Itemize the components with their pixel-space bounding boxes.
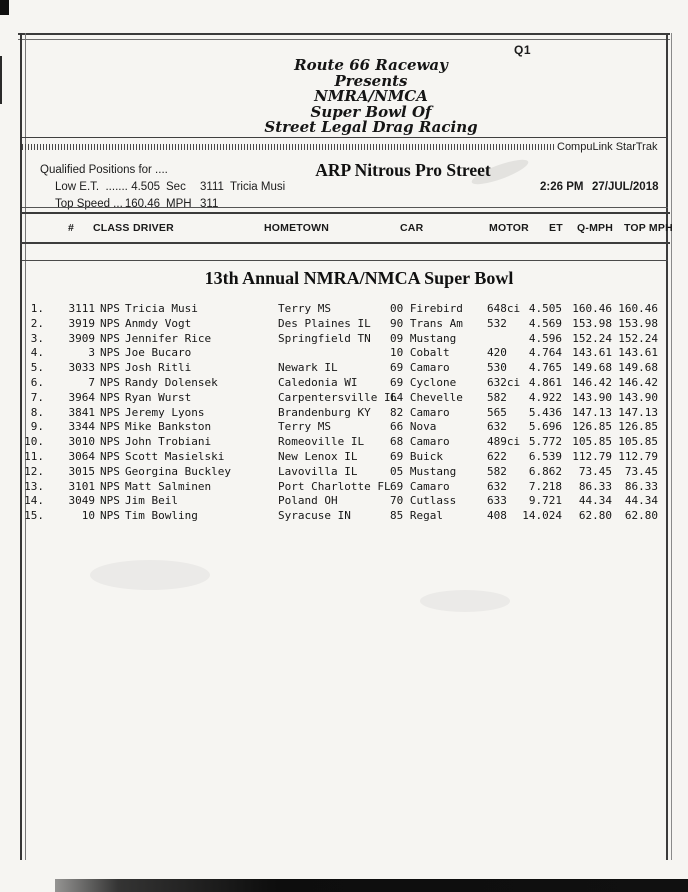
- table-row: [0, 332, 688, 347]
- cell-car: 00 Firebird: [390, 302, 463, 315]
- cell-number: 3: [88, 346, 95, 360]
- cell-driver: Joe Bucaro: [125, 346, 192, 360]
- cell-hometown: Newark IL: [278, 361, 338, 375]
- cell-topmph: 147.13: [618, 405, 658, 419]
- cell-et: 9.721: [528, 494, 562, 508]
- cell-car: 09 Mustang: [390, 331, 457, 345]
- session-label: Q1: [514, 43, 532, 57]
- cell-qmph: 112.79: [572, 449, 612, 463]
- table-row: [0, 406, 688, 421]
- cell-driver: John Trobiani: [125, 435, 212, 449]
- cell-number: 3964: [68, 390, 95, 404]
- cell-et: 6.862: [528, 464, 562, 478]
- cell-rank: 8.: [30, 405, 44, 419]
- cell-class: NPS: [100, 435, 120, 449]
- cell-et: 7.218: [528, 479, 562, 493]
- cell-qmph: 153.98: [572, 316, 612, 330]
- cell-class: NPS: [100, 331, 120, 345]
- low-et-label: Low E.T. .......: [55, 181, 128, 193]
- cell-class: NPS: [100, 316, 120, 330]
- cell-driver: Jennifer Rice: [125, 331, 212, 345]
- cell-rank: 5.: [30, 361, 44, 375]
- cell-class: NPS: [100, 509, 120, 523]
- print-time: 2:26 PM: [540, 181, 584, 193]
- masthead: [22, 58, 688, 136]
- cell-motor: 582: [487, 464, 507, 478]
- column-header-topmph: TOP MPH: [624, 222, 673, 234]
- cell-qmph: 44.34: [578, 494, 612, 508]
- cell-car: 10 Cobalt: [390, 346, 450, 360]
- top-speed-label: Top Speed ...: [55, 198, 123, 210]
- cell-rank: 15.: [24, 509, 44, 523]
- cell-qmph: 160.46: [572, 302, 612, 315]
- hatched-divider-line: [22, 144, 554, 150]
- top-speed-car-number: 311: [200, 198, 219, 210]
- cell-motor: 565: [487, 405, 507, 419]
- cell-class: NPS: [100, 464, 120, 478]
- cell-motor: 532: [487, 316, 507, 330]
- cell-topmph: 143.61: [618, 346, 658, 360]
- event-title: 13th Annual NMRA/NMCA Super Bowl: [204, 268, 514, 288]
- print-date: 27/JUL/2018: [592, 181, 659, 193]
- cell-class: NPS: [100, 302, 120, 315]
- cell-number: 3909: [68, 331, 95, 345]
- cell-number: 3101: [68, 479, 95, 493]
- cell-topmph: 149.68: [618, 361, 658, 375]
- scan-edge-artifact: [0, 56, 2, 104]
- cell-topmph: 143.90: [618, 390, 658, 404]
- divider-line: [20, 212, 670, 214]
- cell-driver: Randy Dolensek: [125, 375, 218, 389]
- cell-motor: 408: [487, 509, 507, 523]
- table-row: [0, 435, 688, 450]
- cell-topmph: 73.45: [624, 464, 658, 478]
- cell-rank: 10.: [24, 435, 44, 449]
- cell-et: 4.505: [528, 302, 562, 315]
- column-header-car: CAR: [400, 222, 424, 234]
- cell-class: NPS: [100, 390, 120, 404]
- column-header-driver: DRIVER: [133, 222, 174, 234]
- cell-motor: 530: [487, 361, 507, 375]
- cell-rank: 3.: [30, 331, 44, 345]
- cell-hometown: Des Plaines IL: [278, 316, 371, 330]
- cell-hometown: New Lenox IL: [278, 449, 358, 463]
- cell-rank: 6.: [30, 375, 44, 389]
- cell-car: 66 Nova: [390, 420, 437, 434]
- cell-motor: 622: [487, 449, 507, 463]
- cell-driver: Tim Bowling: [125, 509, 198, 523]
- cell-rank: 11.: [24, 449, 44, 463]
- table-row: [0, 302, 688, 317]
- cell-car: 85 Regal: [390, 509, 443, 523]
- cell-topmph: 160.46: [618, 302, 658, 315]
- cell-hometown: Port Charlotte FL: [278, 479, 391, 493]
- qualified-positions-label: Qualified Positions for ....: [40, 164, 168, 176]
- cell-class: NPS: [100, 479, 120, 493]
- cell-motor: 632ci: [487, 375, 521, 389]
- cell-car: 64 Chevelle: [390, 390, 463, 404]
- column-header-hometown: HOMETOWN: [264, 222, 329, 234]
- table-row: [0, 465, 688, 480]
- cell-motor: 633: [487, 494, 507, 508]
- table-row: [0, 480, 688, 495]
- cell-et: 4.765: [528, 361, 562, 375]
- cell-et: 4.861: [528, 375, 562, 389]
- cell-topmph: 112.79: [618, 449, 658, 463]
- cell-class: NPS: [100, 420, 120, 434]
- cell-driver: Scott Masielski: [125, 449, 225, 463]
- cell-et: 4.922: [528, 390, 562, 404]
- cell-et: 5.696: [528, 420, 562, 434]
- low-et-driver: Tricia Musi: [230, 181, 286, 193]
- cell-et: 4.569: [528, 316, 562, 330]
- timing-system-brand: CompuLink StarTrak: [557, 141, 658, 153]
- cell-et: 5.436: [528, 405, 562, 419]
- cell-hometown: Springfield TN: [278, 331, 371, 345]
- cell-class: NPS: [100, 361, 120, 375]
- cell-hometown: Terry MS: [278, 302, 331, 315]
- table-row: [0, 391, 688, 406]
- scan-bottom-band-artifact: [55, 879, 688, 892]
- cell-motor: 582: [487, 390, 507, 404]
- cell-qmph: 73.45: [578, 464, 612, 478]
- cell-rank: 2.: [30, 316, 44, 330]
- cell-car: 82 Camaro: [390, 405, 450, 419]
- low-et-value: 4.505: [131, 181, 160, 193]
- cell-topmph: 44.34: [624, 494, 658, 508]
- cell-driver: Anmdy Vogt: [125, 316, 192, 330]
- cell-qmph: 143.90: [572, 390, 612, 404]
- divider-line: [22, 137, 668, 138]
- cell-motor: 489ci: [487, 435, 521, 449]
- cell-rank: 12.: [24, 464, 44, 478]
- cell-topmph: 86.33: [624, 479, 658, 493]
- cell-number: 3010: [68, 435, 95, 449]
- top-speed-value: 160.46: [124, 198, 160, 210]
- cell-hometown: Brandenburg KY: [278, 405, 371, 419]
- cell-class: NPS: [100, 346, 120, 360]
- cell-number: 3033: [68, 361, 95, 375]
- cell-car: 70 Cutlass: [390, 494, 457, 508]
- divider-line: [22, 260, 668, 261]
- cell-qmph: 149.68: [572, 361, 612, 375]
- cell-topmph: 153.98: [618, 316, 658, 330]
- cell-motor: 420: [487, 346, 507, 360]
- masthead-line-sanction: NMRA/NMCA: [314, 87, 428, 106]
- cell-et: 14.024: [522, 509, 562, 523]
- cell-number: 3111: [68, 302, 95, 315]
- column-header-class: CLASS: [93, 222, 130, 234]
- table-row: [0, 346, 688, 361]
- cell-number: 3841: [68, 405, 95, 419]
- cell-et: 4.764: [528, 346, 562, 360]
- table-row: [0, 317, 688, 332]
- cell-car: 90 Trans Am: [390, 316, 463, 330]
- cell-driver: Ryan Wurst: [125, 390, 192, 404]
- table-row: [0, 450, 688, 465]
- cell-car: 69 Camaro: [390, 361, 450, 375]
- cell-rank: 7.: [30, 390, 44, 404]
- cell-driver: Jeremy Lyons: [125, 405, 205, 419]
- cell-number: 7: [88, 375, 95, 389]
- low-et-car-number: 3111: [200, 181, 224, 193]
- cell-motor: 632: [487, 420, 507, 434]
- cell-motor: 648ci: [487, 302, 521, 315]
- cell-et: 6.539: [528, 449, 562, 463]
- cell-et: 4.596: [528, 331, 562, 345]
- cell-car: 69 Buick: [390, 449, 443, 463]
- cell-qmph: 146.42: [572, 375, 612, 389]
- cell-qmph: 105.85: [572, 435, 612, 449]
- scan-smudge: [420, 590, 510, 612]
- column-header-number: #: [68, 222, 75, 234]
- class-title: ARP Nitrous Pro Street: [315, 160, 491, 180]
- masthead-line-presents: Presents: [334, 71, 408, 90]
- cell-driver: Jim Beil: [125, 494, 178, 508]
- cell-topmph: 152.24: [618, 331, 658, 345]
- cell-rank: 9.: [30, 420, 44, 434]
- cell-hometown: Carpentersville IL: [278, 390, 398, 404]
- cell-class: NPS: [100, 375, 120, 389]
- divider-line: [22, 207, 668, 208]
- masthead-line-raceway: Route 66 Raceway: [294, 56, 448, 74]
- cell-topmph: 126.85: [618, 420, 658, 434]
- cell-qmph: 62.80: [578, 509, 612, 523]
- cell-qmph: 126.85: [572, 420, 612, 434]
- cell-car: 69 Camaro: [390, 479, 450, 493]
- scan-corner-artifact: [0, 0, 9, 15]
- cell-qmph: 143.61: [572, 346, 612, 360]
- column-header-et: ET: [549, 222, 563, 234]
- cell-hometown: Terry MS: [278, 420, 331, 434]
- cell-hometown: Lavovilla IL: [278, 464, 358, 478]
- cell-rank: 13.: [24, 479, 44, 493]
- cell-rank: 1.: [30, 302, 44, 315]
- cell-motor: 632: [487, 479, 507, 493]
- cell-topmph: 146.42: [618, 375, 658, 389]
- cell-hometown: Caledonia WI: [278, 375, 358, 389]
- cell-topmph: 105.85: [618, 435, 658, 449]
- cell-number: 10: [81, 509, 95, 523]
- low-et-unit: Sec: [166, 181, 186, 193]
- cell-hometown: Romeoville IL: [278, 435, 365, 449]
- cell-et: 5.772: [528, 435, 562, 449]
- table-header-row: [0, 222, 688, 236]
- table-row: [0, 376, 688, 391]
- cell-topmph: 62.80: [624, 509, 658, 523]
- cell-driver: Georgina Buckley: [125, 464, 231, 478]
- cell-number: 3015: [68, 464, 95, 478]
- cell-number: 3344: [68, 420, 95, 434]
- cell-qmph: 86.33: [578, 479, 612, 493]
- results-table-body: [0, 302, 688, 524]
- cell-qmph: 152.24: [572, 331, 612, 345]
- masthead-line-event: Super Bowl Of: [310, 102, 432, 121]
- divider-line: [20, 242, 670, 244]
- cell-class: NPS: [100, 405, 120, 419]
- column-header-qmph: Q-MPH: [577, 222, 613, 234]
- cell-driver: Matt Salminen: [125, 479, 212, 493]
- cell-class: NPS: [100, 449, 120, 463]
- cell-driver: Tricia Musi: [125, 302, 198, 315]
- cell-hometown: Syracuse IN: [278, 509, 351, 523]
- column-header-motor: MOTOR: [489, 222, 529, 234]
- table-row: [0, 361, 688, 376]
- page-border-top: [18, 33, 670, 40]
- cell-class: NPS: [100, 494, 120, 508]
- cell-car: 05 Mustang: [390, 464, 457, 478]
- cell-number: 3919: [68, 316, 95, 330]
- table-row: [0, 509, 688, 524]
- cell-driver: Mike Bankston: [125, 420, 212, 434]
- table-row: [0, 420, 688, 435]
- top-speed-unit: MPH: [166, 198, 192, 210]
- table-row: [0, 494, 688, 509]
- cell-number: 3049: [68, 494, 95, 508]
- cell-car: 68 Camaro: [390, 435, 450, 449]
- scan-smudge: [90, 560, 210, 590]
- cell-rank: 14.: [24, 494, 44, 508]
- cell-driver: Josh Ritli: [125, 361, 192, 375]
- cell-car: 69 Cyclone: [390, 375, 457, 389]
- masthead-line-series: Street Legal Drag Racing: [264, 118, 478, 137]
- cell-number: 3064: [68, 449, 95, 463]
- cell-rank: 4.: [30, 346, 44, 360]
- cell-hometown: Poland OH: [278, 494, 338, 508]
- cell-qmph: 147.13: [572, 405, 612, 419]
